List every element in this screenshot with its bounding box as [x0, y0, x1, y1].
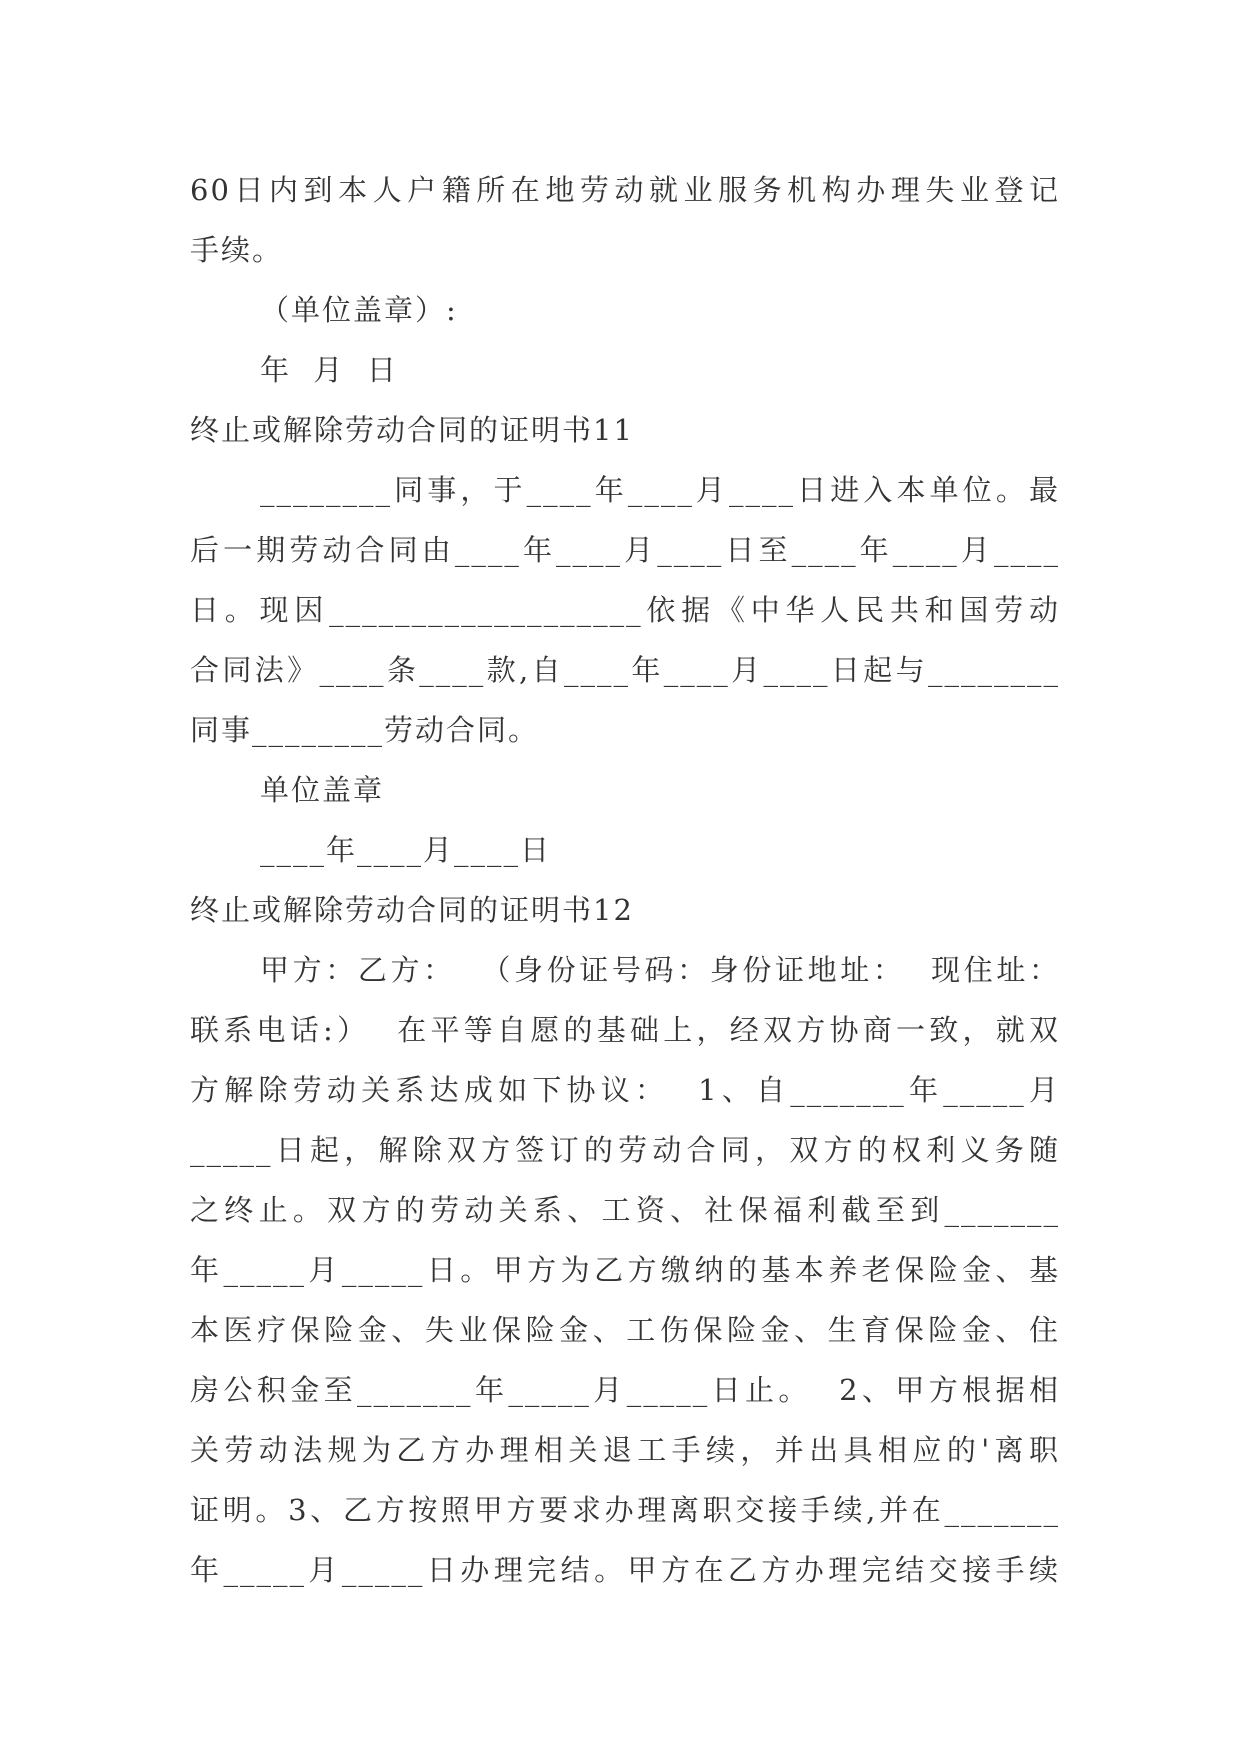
text-line: 方解除劳动关系达成如下协议： 1、自_______年_____月 [190, 1073, 1060, 1107]
text-line: 后一期劳动合同由____年____月____日至____年____月____ [190, 533, 1060, 567]
text-line: 日。现因___________________依据《中华人民共和国劳动 [190, 593, 1060, 627]
text-line: 房公积金至_______年_____月_____日止。 2、甲方根据相 [190, 1373, 1060, 1407]
seal-label: 单位盖章 [260, 773, 385, 807]
seal-label: （单位盖章）: [260, 293, 458, 327]
text-line: 之终止。双方的劳动关系、工资、社保福利截至到_______ [190, 1193, 1060, 1227]
text-line: 关劳动法规为乙方办理相关退工手续，并出具相应的'离职 [190, 1433, 1060, 1467]
document-page [190, 160, 1060, 1600]
text-line: 同事________劳动合同。 [190, 713, 540, 747]
text-line: 手续。 [190, 233, 284, 267]
text-line: 年_____月_____日。甲方为乙方缴纳的基本养老保险金、基 [190, 1253, 1060, 1287]
text-line: ________同事，于____年____月____日进入本单位。最 [260, 473, 1060, 507]
text-line: 联系电话:） 在平等自愿的基础上，经双方协商一致，就双 [190, 1013, 1060, 1047]
section-title: 终止或解除劳动合同的证明书12 [190, 893, 634, 927]
text-line: 证明。3、乙方按照甲方要求办理离职交接手续,并在_______ [190, 1493, 1060, 1527]
text-line: _____日起，解除双方签订的劳动合同，双方的权利义务随 [190, 1133, 1060, 1167]
text-line: 60日内到本人户籍所在地劳动就业服务机构办理失业登记 [190, 173, 1060, 207]
text-line: 甲方：乙方： （身份证号码：身份证地址： 现住址： [260, 953, 1060, 987]
date-line: ____年____月____日 [260, 833, 552, 867]
text-line: 合同法》____条____款,自____年____月____日起与________ [190, 653, 1060, 687]
date-line: 年 月 日 [260, 353, 398, 387]
text-line: 年_____月_____日办理完结。甲方在乙方办理完结交接手续 [190, 1553, 1060, 1587]
text-line: 本医疗保险金、失业保险金、工伤保险金、生育保险金、住 [190, 1313, 1060, 1347]
section-title: 终止或解除劳动合同的证明书11 [190, 413, 634, 447]
